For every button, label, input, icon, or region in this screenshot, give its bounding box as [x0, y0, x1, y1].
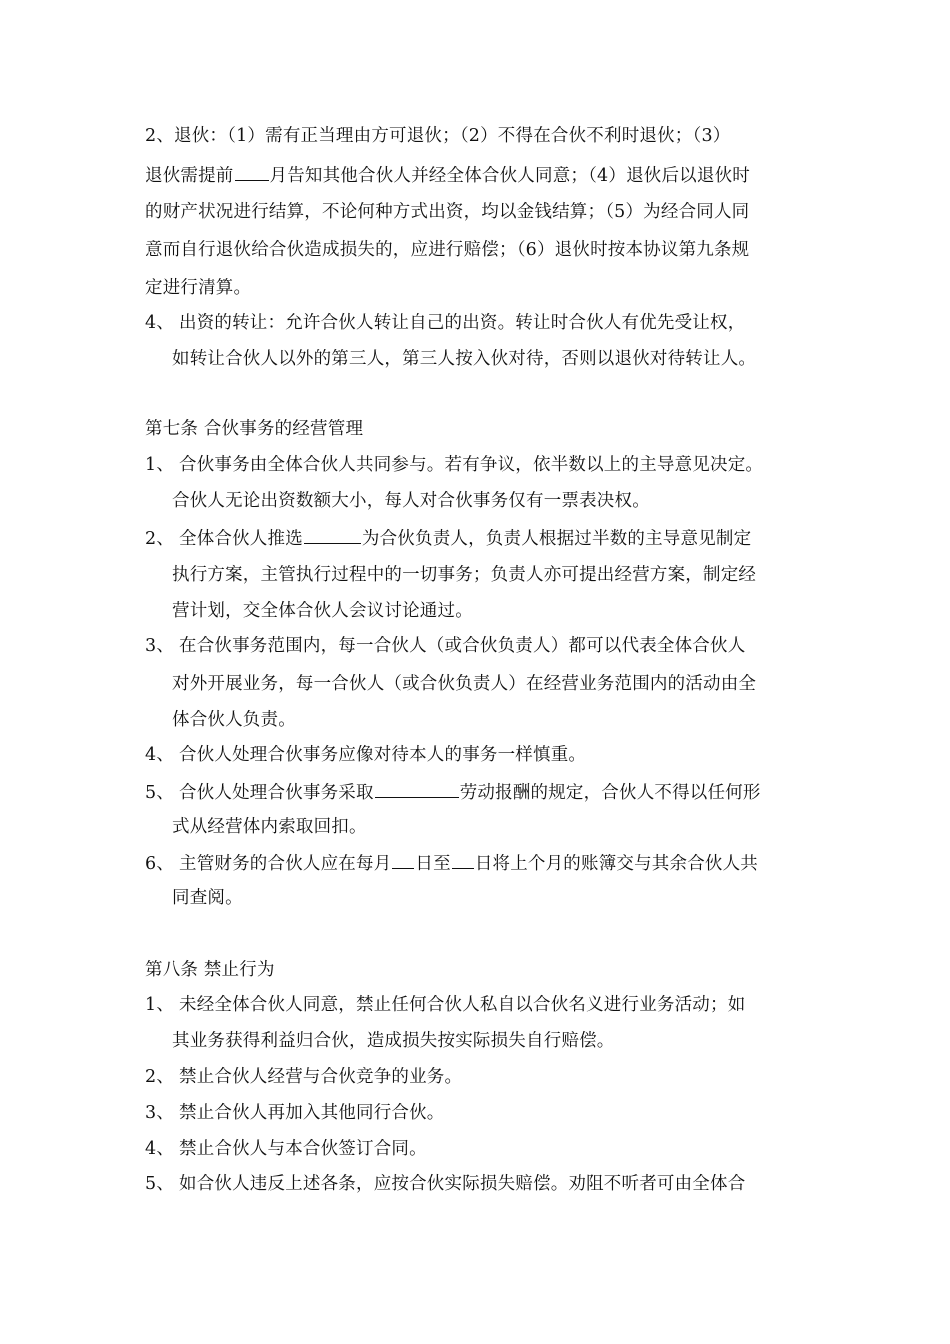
fill-in-blank-leader[interactable] — [304, 525, 361, 544]
sec7-item-2-line-1 — [145, 525, 751, 551]
text-span: 禁止合伙人再加入其他同行合伙。 — [179, 1103, 445, 1123]
sec8-item-5-line-1 — [145, 1172, 745, 1196]
text-span: 日将上个月的账簿交与其余合伙人共 — [474, 854, 759, 874]
list-marker: 5、 — [145, 783, 175, 803]
sec7-item-5-line-1 — [145, 779, 761, 805]
sec8-item-1-line-2 — [172, 1029, 615, 1053]
text-span: 合伙人处理合伙事务采取 — [179, 783, 374, 803]
section-7-heading — [145, 417, 363, 441]
withdrawal-clause-line-5 — [145, 276, 251, 300]
text-span: 如合伙人违反上述各条，应按合伙实际损失赔偿。劝阻不听者可由全体合 — [179, 1174, 746, 1194]
fill-in-blank-compensation[interactable] — [375, 779, 459, 798]
list-marker: 4、 — [145, 1139, 175, 1159]
text-span: 劳动报酬的规定，合伙人不得以任何形 — [459, 783, 761, 803]
text-span: 主管财务的合伙人应在每月 — [179, 854, 392, 874]
sec7-item-1-line-1 — [145, 453, 763, 477]
sec7-item-2-line-3 — [172, 599, 473, 623]
text-span: 未经全体合伙人同意，禁止任何合伙人私自以合伙名义进行业务活动；如 — [179, 995, 746, 1015]
text-span: 出资的转让：允许合伙人转让自己的出资。转让时合伙人有优先受让权， — [179, 313, 746, 333]
list-marker: 4、 — [145, 313, 175, 333]
sec7-item-4-line-1 — [145, 743, 586, 767]
list-marker: 3、 — [145, 636, 175, 656]
sec7-item-3-line-2 — [172, 672, 756, 696]
withdrawal-clause-line-2 — [145, 162, 750, 188]
list-marker: 4、 — [145, 745, 175, 765]
transfer-clause-line-1 — [145, 311, 745, 335]
text-span: 意而自行退伙给合伙造成损失的，应进行赔偿；（6）退伙时按本协议第九条规 — [145, 240, 750, 260]
list-marker: 3、 — [145, 1103, 175, 1123]
text-span: 合伙人无论出资数额大小，每人对合伙事务仅有一票表决权。 — [172, 491, 650, 511]
withdrawal-clause-line-1 — [145, 124, 730, 148]
text-span: 如转让合伙人以外的第三人，第三人按入伙对待，否则以退伙对待转让人。 — [172, 349, 757, 369]
text-span: 的财产状况进行结算，不论何种方式出资，均以金钱结算；（5）为经合同人同 — [145, 202, 750, 222]
sec7-item-6-line-1 — [145, 850, 758, 876]
sec7-item-1-line-2 — [172, 489, 650, 513]
sec8-item-3-line-1 — [145, 1101, 445, 1125]
sec7-item-3-line-1 — [145, 634, 745, 658]
text-span: 同查阅。 — [172, 888, 243, 908]
text-span: 其业务获得利益归合伙，造成损失按实际损失自行赔偿。 — [172, 1031, 615, 1051]
list-marker: 2、 — [145, 529, 175, 549]
fill-in-blank-end-day[interactable] — [452, 850, 474, 869]
sec7-item-5-line-2 — [172, 815, 367, 839]
text-span: 营计划，交全体合伙人会议讨论通过。 — [172, 601, 473, 621]
sec7-item-3-line-3 — [172, 708, 296, 732]
sec8-item-2-line-1 — [145, 1065, 462, 1089]
text-span: 月告知其他合伙人并经全体合伙人同意；（4）退伙后以退伙时 — [269, 166, 750, 186]
text-span: 合伙人处理合伙事务应像对待本人的事务一样慎重。 — [179, 745, 587, 765]
text-span: 式从经营体内索取回扣。 — [172, 817, 367, 837]
text-span: 禁止合伙人与本合伙签订合同。 — [179, 1139, 427, 1159]
withdrawal-clause-line-4 — [145, 238, 749, 262]
text-span: 全体合伙人推选 — [179, 529, 303, 549]
list-marker: 2、 — [145, 1067, 175, 1087]
text-span: 为合伙负责人，负责人根据过半数的主导意见制定 — [361, 529, 752, 549]
list-marker: 6、 — [145, 854, 175, 874]
heading-text: 第七条 合伙事务的经营管理 — [145, 419, 364, 439]
sec8-item-4-line-1 — [145, 1137, 427, 1161]
sec7-item-2-line-2 — [172, 563, 756, 587]
text-span: 日至 — [415, 854, 451, 874]
text-span: 在合伙事务范围内，每一合伙人（或合伙负责人）都可以代表全体合伙人 — [179, 636, 746, 656]
text-span: 执行方案，主管执行过程中的一切事务；负责人亦可提出经营方案，制定经 — [172, 565, 757, 585]
list-marker: 1、 — [145, 455, 175, 475]
list-marker: 1、 — [145, 995, 175, 1015]
withdrawal-clause-line-3 — [145, 200, 749, 224]
text-span: 对外开展业务，每一合伙人（或合伙负责人）在经营业务范围内的活动由全 — [172, 674, 757, 694]
text-span: 2、退伙：（1）需有正当理由方可退伙；（2）不得在合伙不利时退伙；（3） — [145, 126, 731, 146]
fill-in-blank-months[interactable] — [235, 162, 269, 181]
sec8-item-1-line-1 — [145, 993, 745, 1017]
text-span: 合伙事务由全体合伙人共同参与。若有争议，依半数以上的主导意见决定。 — [179, 455, 764, 475]
text-span: 定进行清算。 — [145, 278, 252, 298]
list-marker: 5、 — [145, 1174, 175, 1194]
text-span: 体合伙人负责。 — [172, 710, 296, 730]
text-span: 退伙需提前 — [145, 166, 234, 186]
heading-text: 第八条 禁止行为 — [145, 960, 275, 980]
section-8-heading — [145, 958, 275, 982]
sec7-item-6-line-2 — [172, 886, 243, 910]
fill-in-blank-start-day[interactable] — [392, 850, 414, 869]
text-span: 禁止合伙人经营与合伙竞争的业务。 — [179, 1067, 463, 1087]
transfer-clause-line-2 — [172, 347, 756, 371]
